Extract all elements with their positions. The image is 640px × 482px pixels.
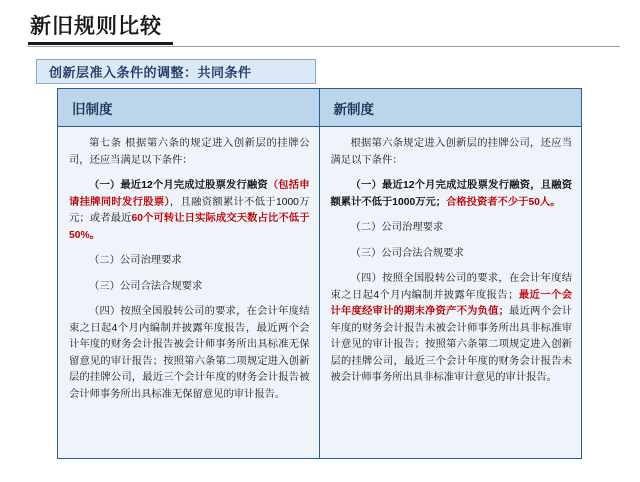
old-paragraph-1: 第七条 根据第六条的规定进入创新层的挂牌公司，还应当满足以下条件： xyxy=(69,138,310,166)
section-banner xyxy=(36,59,316,84)
comparison-table xyxy=(57,88,582,459)
title-underline-full xyxy=(28,46,620,47)
new-p2-red: 合格投资者不少于50人。 xyxy=(446,196,561,208)
new-paragraph-4: （三）公司合法合规要求 xyxy=(350,247,464,259)
new-p5-post: 最近两个会计年度的财务会计报告未被会计师事务所出具非标准审计意见的审计报告；按照第六条第二项规定进入创新层的挂牌公司，最近三个会计年度的财务会计报告未被会计师事务所出具非标准审计意见的审计报告。 xyxy=(330,306,573,383)
old-p2-mid: ，且融资额累计不低于1000万元；或者最近 xyxy=(69,196,310,224)
old-p2-red1: （包括申请挂牌同时发行股票） xyxy=(69,180,310,208)
new-paragraph-3: （二）公司治理要求 xyxy=(350,222,444,233)
cell-old-rules xyxy=(58,127,320,458)
new-paragraph-5 xyxy=(331,271,573,387)
old-paragraph-2 xyxy=(69,178,310,244)
new-p2-pre: （一）最近12个月完成过股票发行融资，且融资额累计不低于1000万元； xyxy=(330,180,572,208)
old-p2-pre: （一）最近12个月完成过股票发行融资 xyxy=(89,180,268,191)
page-title xyxy=(28,14,618,47)
cell-new-rules xyxy=(320,127,582,458)
section-banner-label: 创新层准入条件的调整：共同条件 xyxy=(49,65,252,80)
old-paragraph-3: （二）公司治理要求 xyxy=(89,255,182,266)
page-title-text: 新旧规则比较 xyxy=(30,15,162,38)
new-paragraph-1: 根据第六条规定进入创新层的挂牌公司，还应当满足以下条件： xyxy=(330,138,572,166)
column-header-new: 新制度 xyxy=(333,101,374,117)
table-body-row xyxy=(58,127,581,458)
new-p5-pre: （四）按照全国股转公司的要求，在会计年度结束之日起4个月内编制并披露年度报告； xyxy=(330,273,572,301)
old-p2-red2: 60个可转让日实际成交天数占比不低于50%。 xyxy=(69,213,310,241)
table-header-row xyxy=(58,89,581,127)
old-paragraph-5: （四）按照全国股转公司的要求，在会计年度结束之日起4个月内编制并披露年度报告，最近两个会计年度的财务会计报告被会计师事务所出具标准无保留意见的审计报告；按照第六条第二项规定进入创新层的挂牌公司，最近三个会计年度的财务会计报告被会计师事务所出具标准无保留意见的审计报告。 xyxy=(69,306,310,400)
new-paragraph-2 xyxy=(331,178,573,211)
column-header-old: 旧制度 xyxy=(58,89,320,126)
title-underline-accent xyxy=(28,42,173,45)
old-paragraph-4: （三）公司合法合规要求 xyxy=(89,280,203,292)
new-p5-red: 最近一个会计年度经审计的期末净资产不为负值； xyxy=(330,289,573,317)
